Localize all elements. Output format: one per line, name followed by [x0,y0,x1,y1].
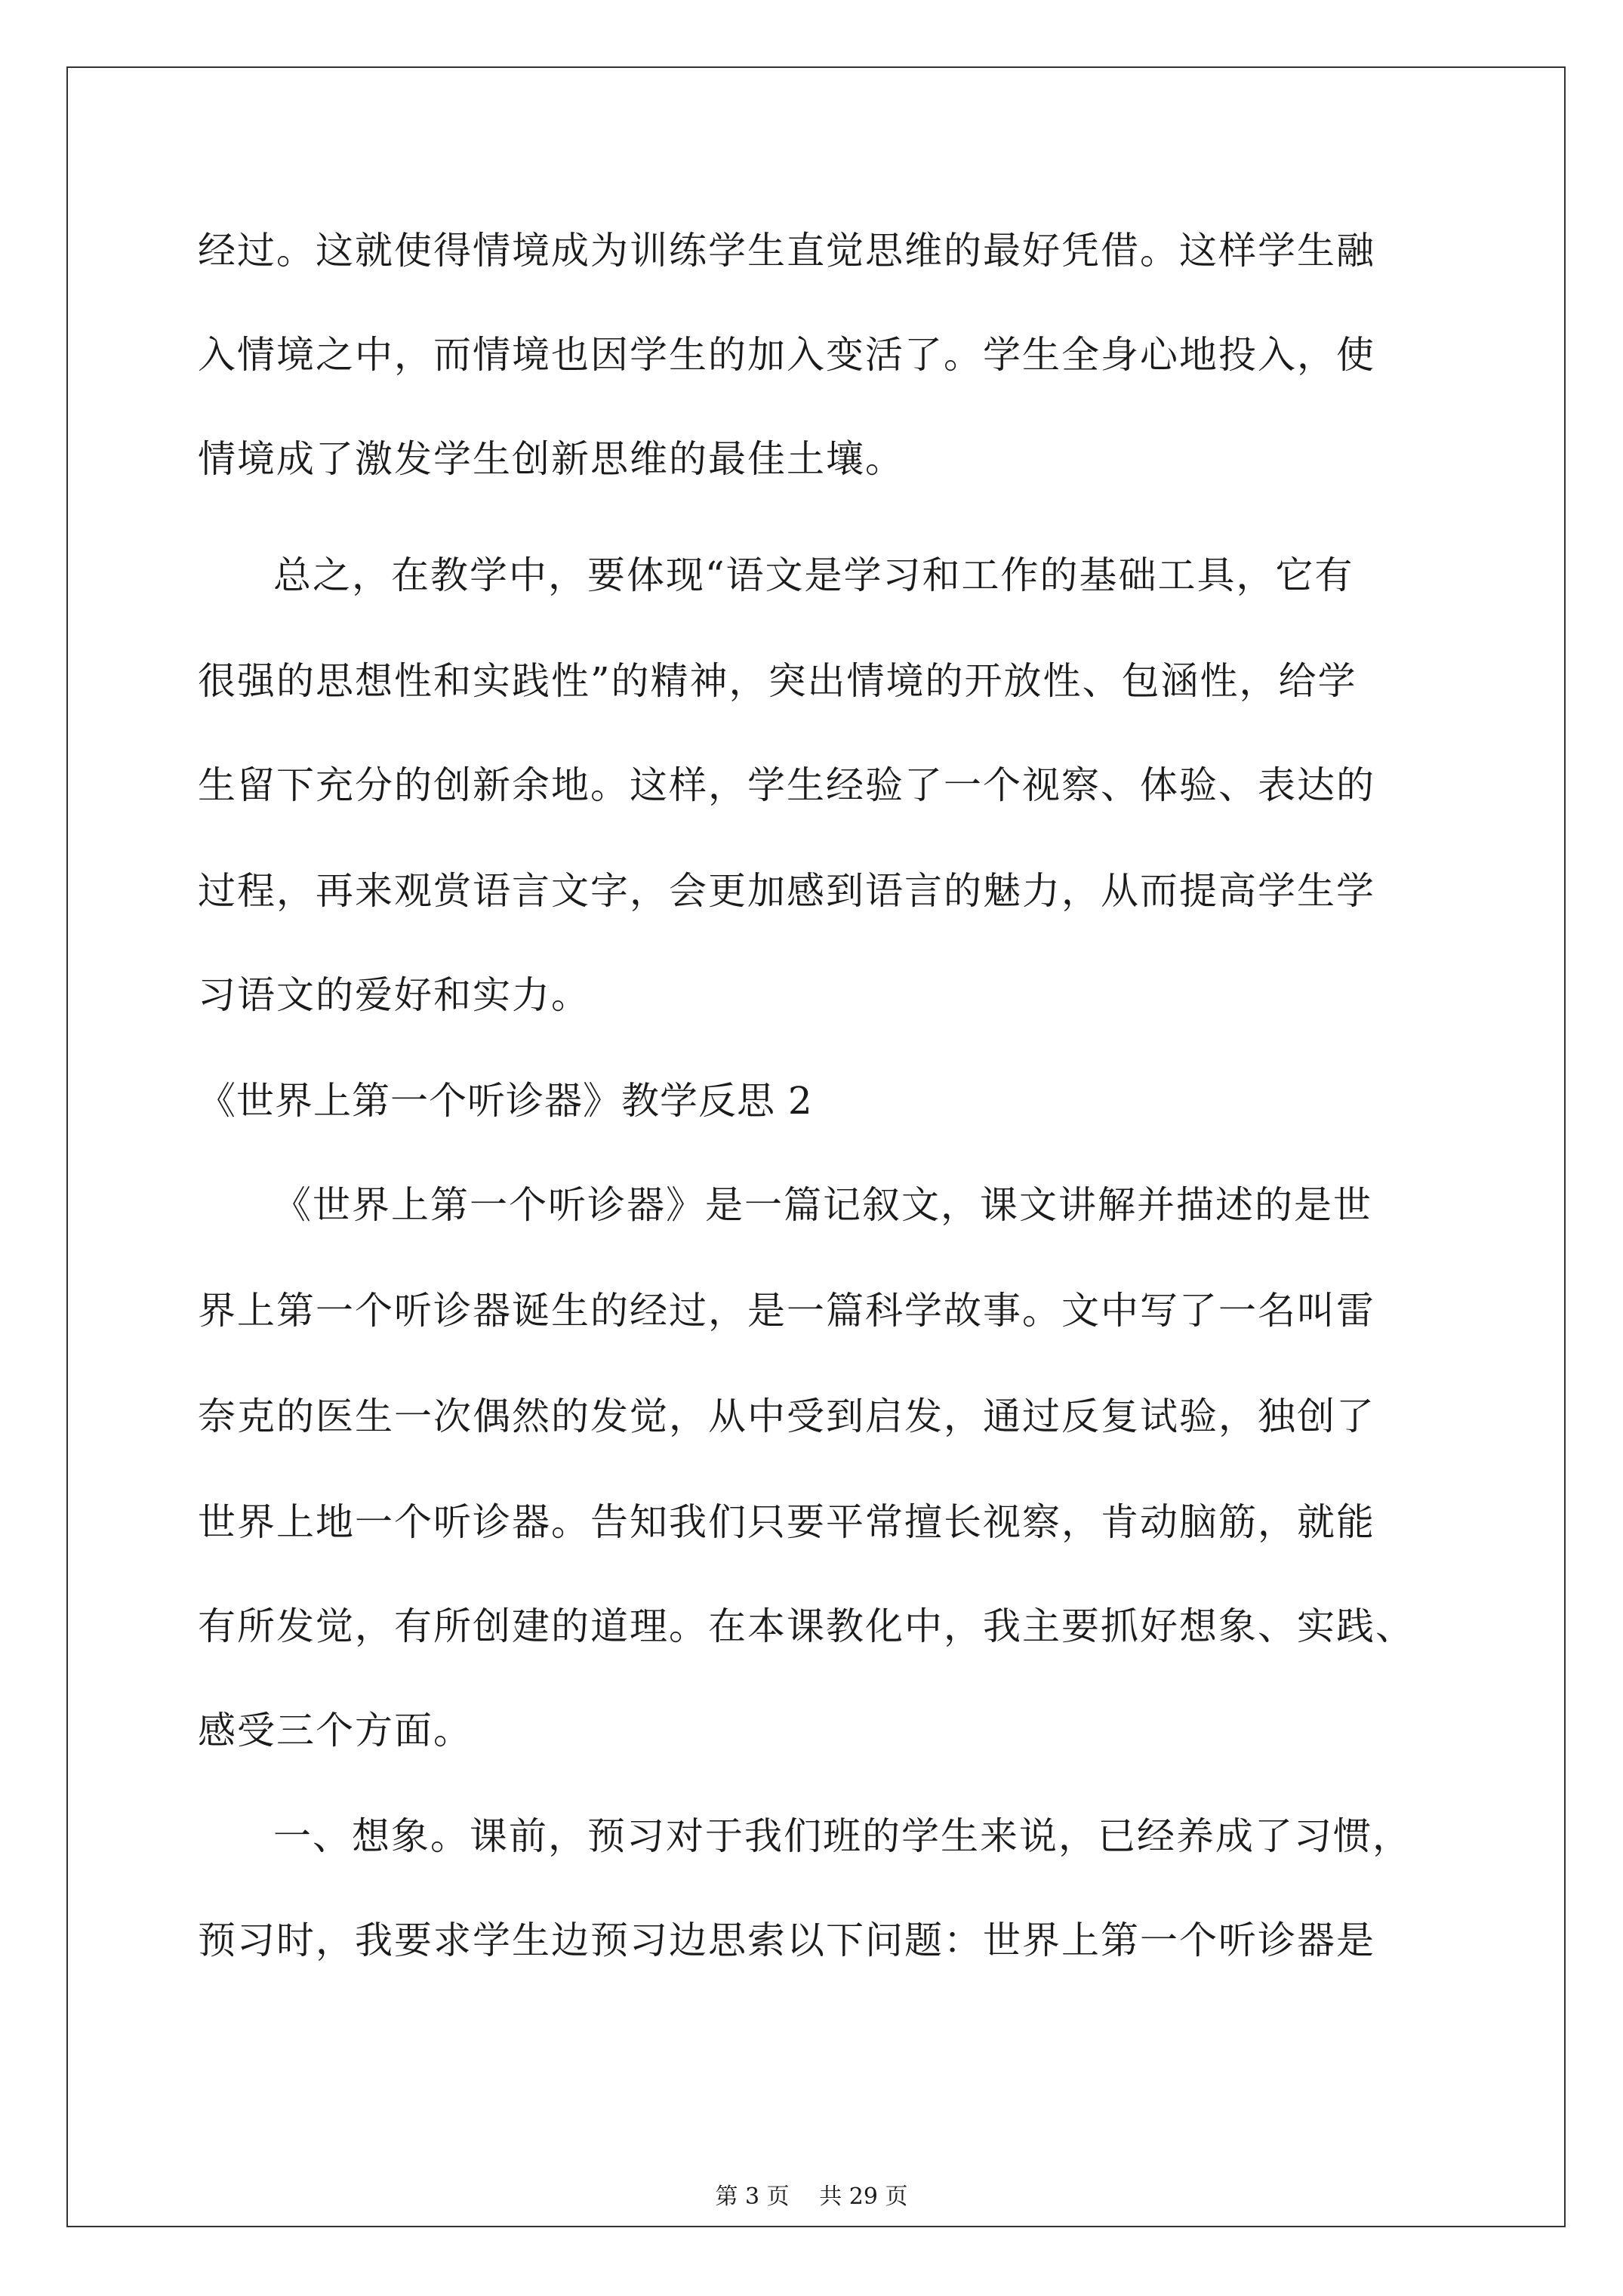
text-line: 预习时，我要求学生边预习边思索以下问题：世界上第一个听诊器是 [198,1918,1375,1962]
section-heading: 《世界上第一个听诊器》教学反思 2 [198,1079,813,1123]
text-line: 生留下充分的创新余地。这样，学生经验了一个视察、体验、表达的 [198,763,1375,807]
text-line: 习语文的爱好和实力。 [198,973,590,1017]
text-line: 界上第一个听诊器诞生的经过，是一篇科学故事。文中写了一名叫雷 [198,1289,1375,1333]
text-line: 奈克的医生一次偶然的发觉，从中受到启发，通过反复试验，独创了 [198,1395,1375,1438]
text-line: 世界上地一个听诊器。告知我们只要平常擅长视察，肯动脑筋，就能 [198,1500,1375,1544]
paragraph-first-line: 一、想象。课前，预习对于我们班的学生来说，已经养成了习惯， [273,1814,1412,1858]
page-border [66,66,1566,2227]
text-line: 有所发觉，有所创建的道理。在本课教化中，我主要抓好想象、实践、 [198,1604,1415,1648]
text-line: 过程，再来观赏语言文字，会更加感到语言的魅力，从而提高学生学 [198,869,1375,913]
page-footer: 第 3 页 共 29 页 [715,2184,908,2210]
paragraph-first-line: 《世界上第一个听诊器》是一篇记叙文，课文讲解并描述的是世 [273,1183,1372,1227]
text-line: 很强的思想性和实践性”的精神，突出情境的开放性、包涵性，给学 [198,659,1357,703]
paragraph-first-line: 总之，在教学中，要体现“语文是学习和工作的基础工具，它有 [273,553,1354,597]
text-line: 感受三个方面。 [198,1709,473,1752]
text-line: 入情境之中，而情境也因学生的加入变活了。学生全身心地投入，使 [198,333,1375,377]
text-line: 情境成了激发学生创新思维的最佳土壤。 [198,437,904,481]
text-line: 经过。这就使得情境成为训练学生直觉思维的最好凭借。这样学生融 [198,229,1375,273]
